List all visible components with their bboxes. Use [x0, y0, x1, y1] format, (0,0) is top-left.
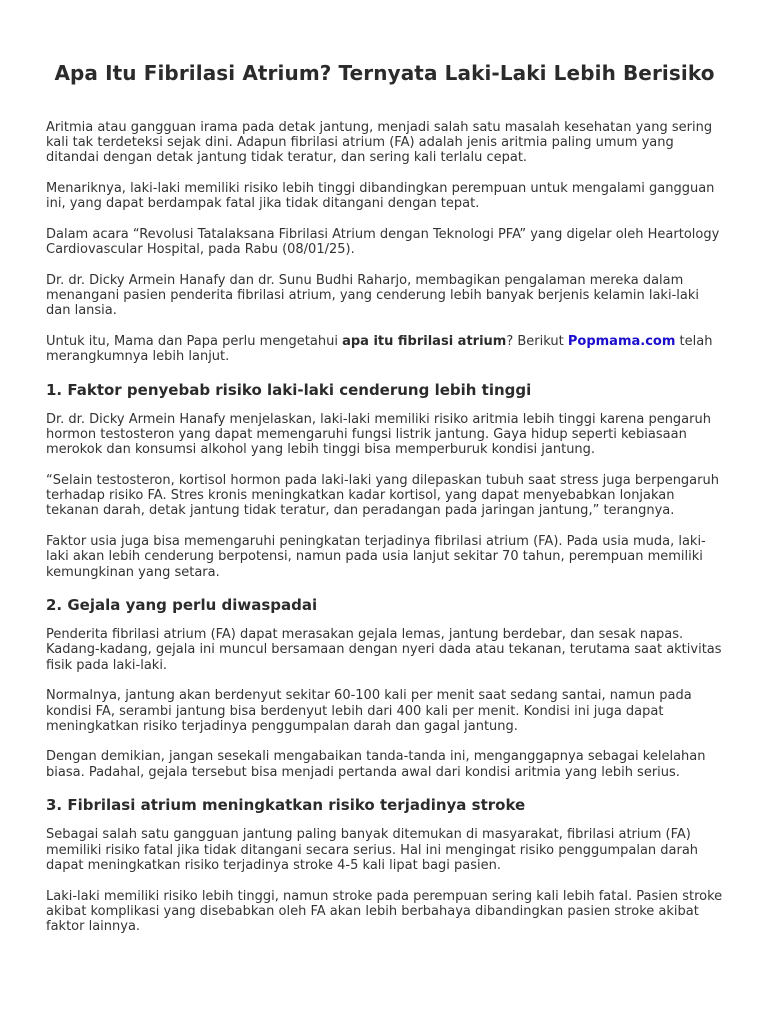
popmama-link[interactable]: Popmama.com: [567, 334, 676, 350]
section-2-paragraph-2: Normalnya, jantung akan berdenyut sekitar 60-100 kali per menit saat sedang santai, namun pada kondisi FA, serambi jantung bisa berdenyut lebih dari 400 kali per menit. Kondisi ini juga dapat meningkatkan risiko terjadinya penggumpalan darah dan gagal jantung.: [46, 688, 692, 734]
intro-paragraph-3: Dalam acara “Revolusi Tatalaksana Fibrilasi Atrium dengan Teknologi PFA” yang digelar oleh Heartology Cardiovascular Hospital, pada Rabu (08/01/25).: [46, 227, 720, 258]
closing-text-3: telah merangkumnya lebih lanjut.: [46, 334, 713, 365]
intro-paragraph-4: Dr. dr. Dicky Armein Hanafy dan dr. Sunu Budhi Raharjo, membagikan pengalaman mereka dalam menangani pasien penderita fibrilasi atrium, yang cenderung lebih banyak berjenis kelamin laki-laki dan lansia.: [46, 272, 699, 319]
closing-text-1: Untuk itu, Mama dan Papa perlu mengetahui: [46, 334, 343, 350]
section-2-paragraph-3: Dengan demikian, jangan sesekali mengabaikan tanda-tanda ini, menganggapnya sebagai kelelahan biasa. Padahal, gejala tersebut bisa menjadi pertanda awal dari kondisi aritmia yang lebih serius.: [46, 749, 706, 780]
section-1-paragraph-1: Dr. dr. Dicky Armein Hanafy menjelaskan, laki-laki memiliki risiko aritmia lebih tinggi karena pengaruh hormon testosteron yang dapat memengaruhi fungsi listrik jantung. Gaya hidup seperti kebiasaan merokok dan konsumsi alkohol yang lebih tinggi bisa memperburuk kondisi jantung.: [46, 411, 711, 458]
closing-bold-phrase: apa itu fibrilasi atrium: [342, 334, 507, 350]
intro-paragraph-1: Aritmia atau gangguan irama pada detak jantung, menjadi salah satu masalah kesehatan yang sering kali tak terdeteksi sejak dini. Adapun fibrilasi atrium (FA) adalah jenis aritmia paling umum yang ditandai dengan detak jantung tidak teratur, dan sering kali terlalu cepat.: [46, 120, 713, 166]
closing-intro-paragraph: [46, 334, 723, 364]
article-title: Apa Itu Fibrilasi Atrium? Ternyata Laki-Laki Lebih Berisiko: [54, 61, 715, 85]
section-2-heading: 2. Gejala yang perlu diwaspadai: [46, 596, 318, 615]
section-2-paragraph-1: Penderita fibrilasi atrium (FA) dapat merasakan gejala lemas, jantung berdebar, dan sesak napas. Kadang-kadang, gejala ini muncul bersamaan dengan nyeri dada atau tekanan, terutama saat aktivitas fisik pada laki-laki.: [46, 627, 722, 673]
section-3-heading: 3. Fibrilasi atrium meningkatkan risiko terjadinya stroke: [46, 796, 526, 815]
section-1-heading: 1. Faktor penyebab risiko laki-laki cenderung lebih tinggi: [46, 380, 532, 399]
section-1-paragraph-3: Faktor usia juga bisa memengaruhi peningkatan terjadinya fibrilasi atrium (FA). Pada usia muda, laki-laki akan lebih cenderung berpotensi, namun pada usia lanjut sekitar 70 tahun, perempuan memiliki kemungkinan yang setara.: [46, 534, 706, 580]
section-3-paragraph-2: Laki-laki memiliki risiko lebih tinggi, namun stroke pada perempuan sering kali lebih fatal. Pasien stroke akibat komplikasi yang disebabkan oleh FA akan lebih berbahaya dibandingkan pasien stroke akibat faktor lainnya.: [46, 888, 723, 934]
section-3-paragraph-1: Sebagai salah satu gangguan jantung paling banyak ditemukan di masyarakat, fibrilasi atrium (FA) memiliki risiko fatal jika tidak ditangani secara serius. Hal ini mengingat risiko penggumpalan darah dapat meningkatkan risiko terjadinya stroke 4-5 kali lipat bagi pasien.: [46, 827, 699, 873]
intro-paragraph-2: Menariknya, laki-laki memiliki risiko lebih tinggi dibandingkan perempuan untuk mengalami gangguan ini, yang dapat berdampak fatal jika tidak ditangani dengan tepat.: [46, 181, 715, 212]
closing-text-2: ? Berikut: [506, 334, 568, 350]
section-1-paragraph-2: “Selain testosteron, kortisol hormon pada laki-laki yang dilepaskan tubuh saat stress juga berpengaruh terhadap risiko FA. Stres kronis meningkatkan kadar kortisol, yang dapat menyebabkan lonjakan tekanan darah, detak jantung tidak teratur, dan peradangan pada jaringan jantung,” terangnya.: [46, 473, 719, 519]
